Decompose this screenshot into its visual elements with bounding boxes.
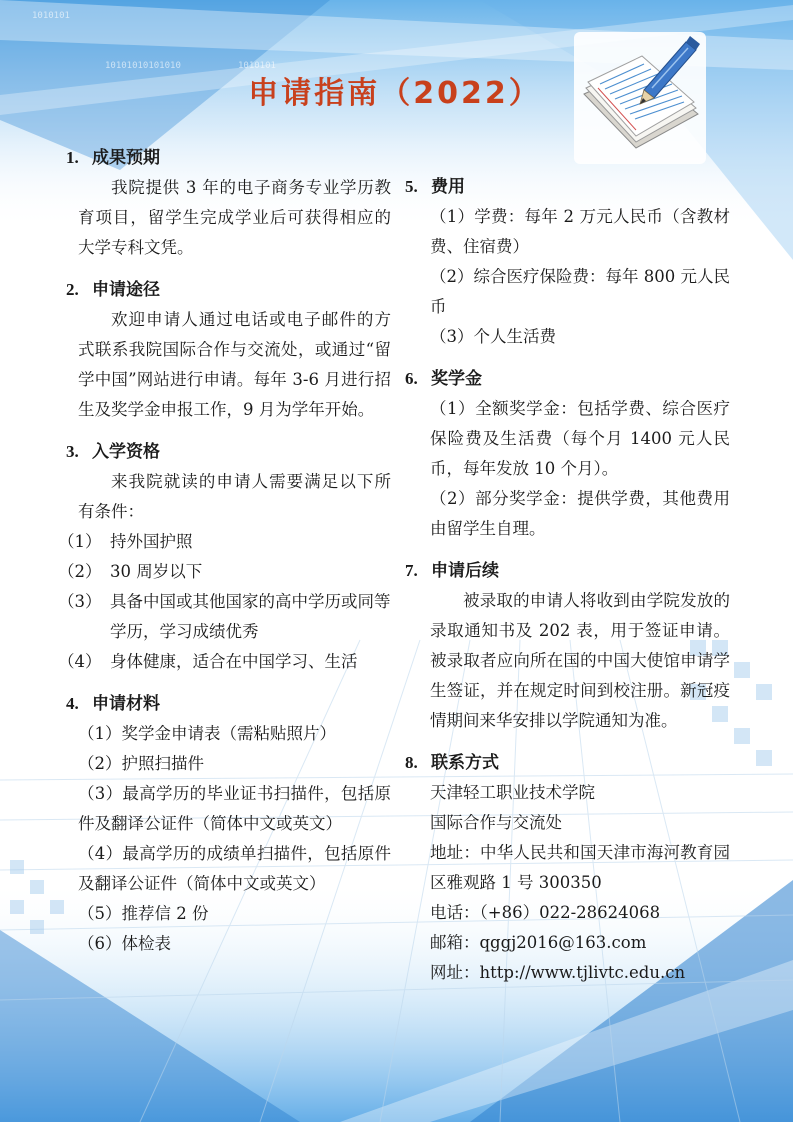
section-heading — [66, 143, 391, 173]
section-heading — [405, 556, 730, 586]
section-number: 1. — [66, 148, 79, 167]
condition-marker: （3） — [58, 592, 102, 611]
condition-text: 具备中国或其他国家的高中学历或同等学历，学习成绩优秀 — [110, 592, 391, 641]
section-scholarship — [405, 364, 730, 544]
section-body: 被录取的申请人将收到由学院发放的录取通知书及 202 表，用于签证申请。被录取者应向所在国的中国大使馆申请学生签证，并在规定时间到校注册。新冠疫情期间来华安排以学院通知为准。 — [430, 591, 730, 730]
list-item: （2）部分奖学金：提供学费，其他费用由留学生自理。 — [430, 489, 730, 538]
section-heading — [66, 437, 391, 467]
condition-item — [58, 527, 391, 557]
condition-marker: （2） — [58, 562, 102, 581]
contact-email[interactable]: 邮箱：qggj2016@163.com — [430, 933, 647, 952]
right-column — [405, 172, 730, 1000]
section-title: 费用 — [431, 177, 465, 197]
contact-school: 天津轻工职业技术学院 — [430, 783, 595, 802]
section-fees — [405, 172, 730, 352]
section-eligibility — [58, 437, 391, 677]
svg-text:1010101: 1010101 — [238, 61, 276, 71]
left-column — [58, 143, 391, 971]
section-title: 入学资格 — [92, 442, 160, 462]
section-title: 申请途径 — [92, 280, 160, 300]
page-title: 申请指南（2022） — [248, 76, 542, 111]
section-title: 奖学金 — [431, 369, 482, 389]
list-item: （3）个人生活费 — [430, 327, 556, 346]
contact-phone: 电话：（+86）022-28624068 — [430, 903, 661, 922]
condition-text: 身体健康，适合在中国学习、生活 — [110, 652, 358, 671]
list-item: （1）奖学金申请表（需粘贴照片） — [78, 724, 336, 743]
condition-marker: （4） — [58, 652, 102, 671]
section-heading — [405, 172, 730, 202]
list-item: （1）全额奖学金：包括学费、综合医疗保险费及生活费（每个月 1400 元人民币，每年发放 10 个月）。 — [430, 399, 730, 478]
section-heading — [66, 275, 391, 305]
contact-website[interactable]: 网址：http://www.tjlivtc.edu.cn — [430, 963, 686, 982]
section-title: 申请材料 — [92, 694, 160, 714]
condition-text: 30 周岁以下 — [110, 562, 203, 581]
section-title: 成果预期 — [92, 148, 160, 168]
section-materials — [66, 689, 391, 959]
section-number: 5. — [405, 177, 418, 196]
list-item: （5）推荐信 2 份 — [78, 904, 209, 923]
section-title: 联系方式 — [431, 753, 499, 773]
section-number: 6. — [405, 369, 418, 388]
section-application-channel — [66, 275, 391, 425]
section-number: 8. — [405, 753, 418, 772]
condition-item — [58, 557, 391, 587]
list-item: （6）体检表 — [78, 934, 171, 953]
condition-item — [58, 587, 391, 647]
section-heading — [66, 689, 391, 719]
section-contact — [405, 748, 730, 988]
list-item: （2）护照扫描件 — [78, 754, 204, 773]
list-item: （2）综合医疗保险费：每年 800 元人民币 — [430, 267, 730, 316]
condition-item — [58, 647, 391, 677]
section-outcome — [66, 143, 391, 263]
section-heading — [405, 364, 730, 394]
section-title: 申请后续 — [431, 561, 499, 581]
section-intro: 来我院就读的申请人需要满足以下所有条件： — [78, 472, 391, 521]
contact-office: 国际合作与交流处 — [430, 813, 562, 832]
svg-text:10101010101010: 10101010101010 — [105, 61, 181, 71]
section-number: 7. — [405, 561, 418, 580]
section-number: 4. — [66, 694, 79, 713]
section-follow-up — [405, 556, 730, 736]
contact-address: 地址：中华人民共和国天津市海河教育园区雅观路 1 号 300350 — [430, 843, 730, 892]
notebook-pen-icon — [574, 32, 706, 164]
list-item: （1）学费：每年 2 万元人民币（含教材费、住宿费） — [430, 207, 730, 256]
condition-text: 持外国护照 — [110, 532, 193, 551]
svg-text:1010101: 1010101 — [32, 11, 70, 21]
section-body: 欢迎申请人通过电话或电子邮件的方式联系我院国际合作与交流处，或通过“留学中国”网站进行申请。每年 3-6 月进行招生及奖学金申报工作，9 月为学年开始。 — [78, 310, 391, 419]
list-item: （3）最高学历的毕业证书扫描件，包括原件及翻译公证件（简体中文或英文） — [78, 784, 391, 833]
condition-marker: （1） — [58, 532, 102, 551]
section-number: 3. — [66, 442, 79, 461]
section-body: 我院提供 3 年的电子商务专业学历教育项目，留学生完成学业后可获得相应的大学专科文凭。 — [78, 178, 391, 257]
section-number: 2. — [66, 280, 79, 299]
section-heading — [405, 748, 730, 778]
list-item: （4）最高学历的成绩单扫描件，包括原件及翻译公证件（简体中文或英文） — [78, 844, 391, 893]
